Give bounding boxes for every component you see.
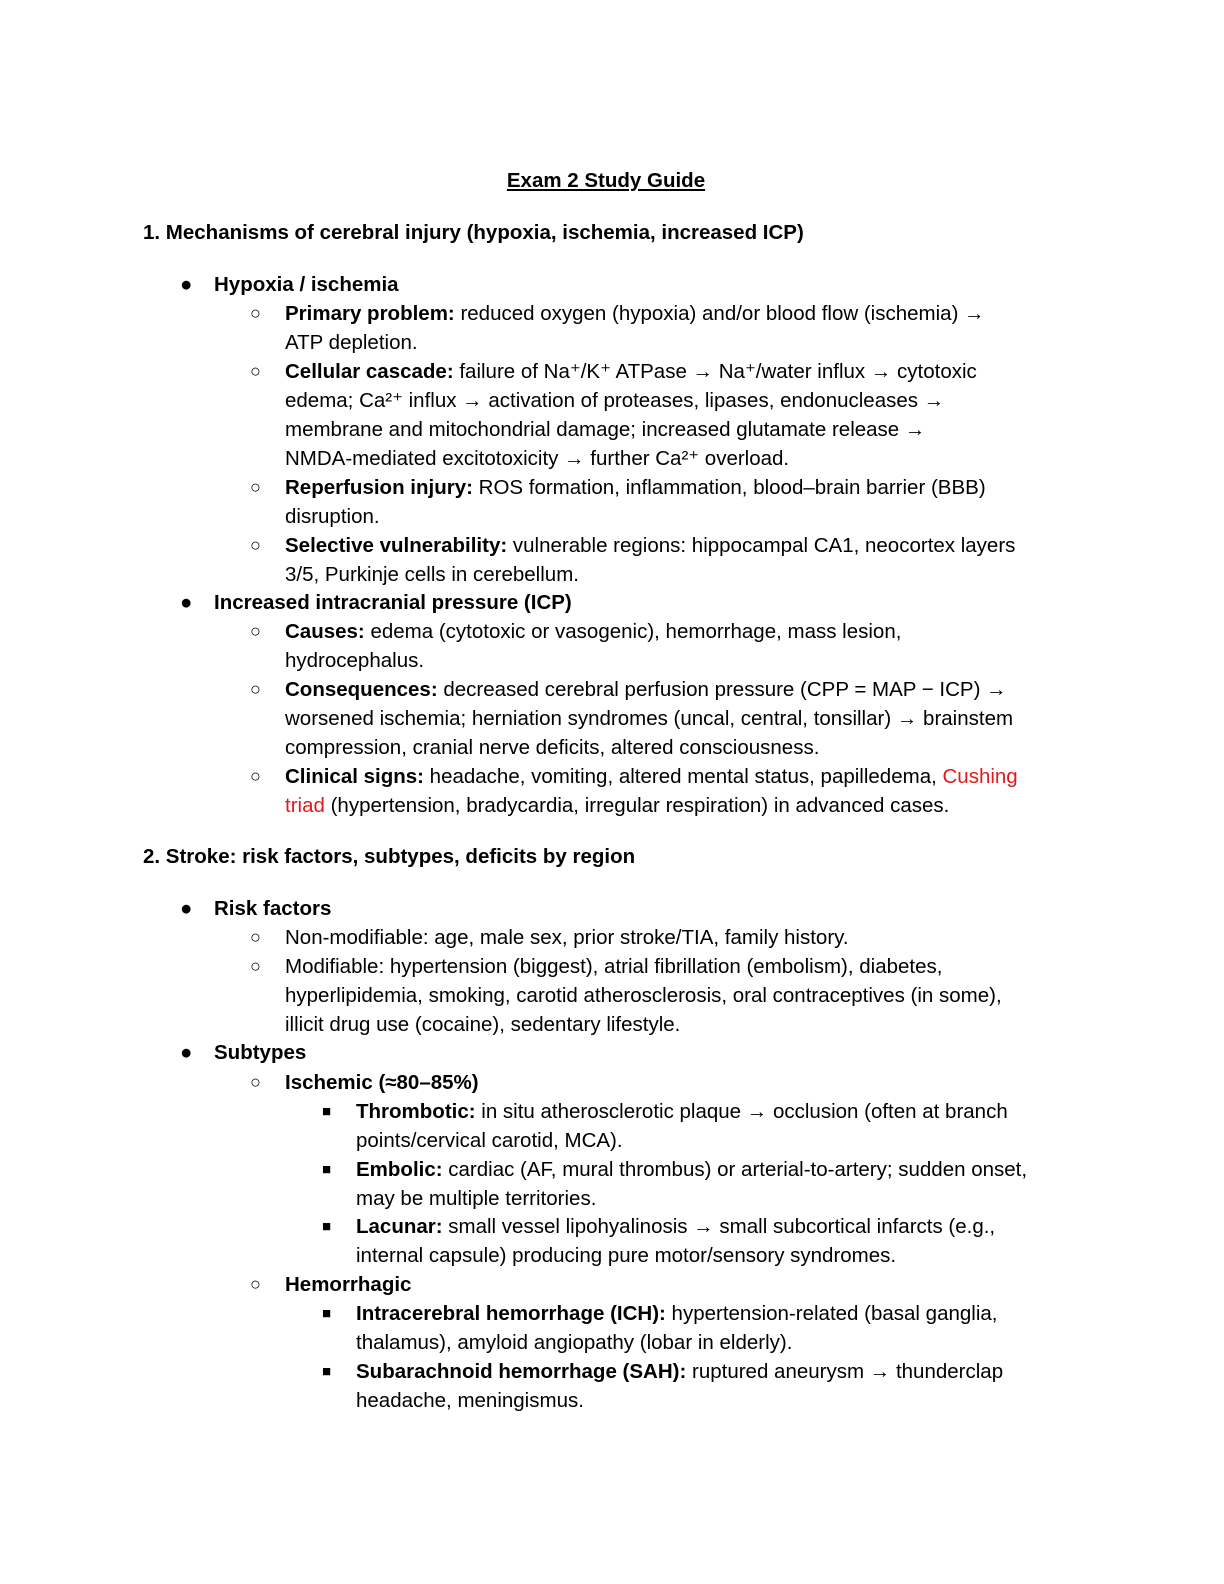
subgroup-label-ischemic: Ischemic (≈80–85%) — [285, 1071, 479, 1094]
bullet-circle-icon: ○ — [250, 535, 261, 555]
list-item: Clinical signs: headache, vomiting, altered mental status, papilledema, Cushing — [285, 765, 1018, 788]
bullet-circle-icon: ○ — [250, 477, 261, 497]
list-item: Primary problem: reduced oxygen (hypoxia) and/or blood flow (ischemia) → — [285, 302, 985, 325]
list-item-continuation: membrane and mitochondrial damage; increased glutamate release → — [285, 418, 926, 441]
list-item: Lacunar: small vessel lipohyalinosis → small subcortical infarcts (e.g., — [356, 1215, 996, 1238]
bullet-disc-icon: ● — [180, 1041, 193, 1064]
list-item: Embolic: cardiac (AF, mural thrombus) or arterial-to-artery; sudden onset, — [356, 1158, 1028, 1181]
highlighted-term: triad — [285, 794, 325, 817]
subgroup-label-hemorrhagic: Hemorrhagic — [285, 1273, 412, 1296]
bullet-square-icon: ■ — [322, 1103, 332, 1120]
bullet-circle-icon: ○ — [250, 956, 261, 976]
bullet-circle-icon: ○ — [250, 766, 261, 786]
list-item-continuation: worsened ischemia; herniation syndromes (uncal, central, tonsillar) → brainstem — [285, 707, 1014, 730]
group-label-subtypes: Subtypes — [214, 1041, 307, 1064]
bullet-disc-icon: ● — [180, 591, 193, 614]
list-item-continuation: thalamus), amyloid angiopathy (lobar in elderly). — [356, 1331, 793, 1354]
list-item-continuation: hydrocephalus. — [285, 649, 425, 672]
list-item: Thrombotic: in situ atherosclerotic plaque → occlusion (often at branch — [356, 1100, 1008, 1123]
list-item-continuation: hyperlipidemia, smoking, carotid atherosclerosis, oral contraceptives (in some), — [285, 984, 1002, 1007]
list-item: Non-modifiable: age, male sex, prior stroke/TIA, family history. — [285, 926, 849, 949]
bullet-square-icon: ■ — [322, 1363, 332, 1380]
bullet-circle-icon: ○ — [250, 679, 261, 699]
document-title: Exam 2 Study Guide — [506, 169, 706, 192]
bullet-circle-icon: ○ — [250, 1274, 261, 1294]
list-item: Intracerebral hemorrhage (ICH): hypertension-related (basal ganglia, — [356, 1302, 998, 1325]
list-item: Subarachnoid hemorrhage (SAH): ruptured aneurysm → thunderclap — [356, 1360, 1004, 1383]
group-label-risk-factors: Risk factors — [214, 897, 332, 920]
list-item-continuation: edema; Ca²⁺ influx → activation of proteases, lipases, endonucleases → — [285, 389, 945, 412]
list-item: Selective vulnerability: vulnerable regions: hippocampal CA1, neocortex layers — [285, 534, 1016, 557]
group-label-icp: Increased intracranial pressure (ICP) — [214, 591, 572, 614]
list-item-continuation: internal capsule) producing pure motor/sensory syndromes. — [356, 1244, 897, 1267]
list-item-continuation: headache, meningismus. — [356, 1389, 584, 1412]
bullet-square-icon: ■ — [322, 1218, 332, 1235]
bullet-circle-icon: ○ — [250, 927, 261, 947]
bullet-disc-icon: ● — [180, 897, 193, 920]
section-heading-stroke: 2. Stroke: risk factors, subtypes, deficits by region — [143, 845, 636, 868]
list-item-continuation: disruption. — [285, 505, 380, 528]
section-heading-mechanisms: 1. Mechanisms of cerebral injury (hypoxia, ischemia, increased ICP) — [143, 221, 804, 244]
list-item: Consequences: decreased cerebral perfusion pressure (CPP = MAP − ICP) → — [285, 678, 1007, 701]
bullet-circle-icon: ○ — [250, 621, 261, 641]
bullet-square-icon: ■ — [322, 1161, 332, 1178]
list-item-continuation: points/cervical carotid, MCA). — [356, 1129, 623, 1152]
list-item: Reperfusion injury: ROS formation, inflammation, blood–brain barrier (BBB) — [285, 476, 986, 499]
list-item: Cellular cascade: failure of Na⁺/K⁺ ATPase → Na⁺/water influx → cytotoxic — [285, 360, 977, 383]
bullet-disc-icon: ● — [180, 273, 193, 296]
bullet-circle-icon: ○ — [250, 1072, 261, 1092]
group-label-hypoxia: Hypoxia / ischemia — [214, 273, 399, 296]
list-item-continuation: triad (hypertension, bradycardia, irregular respiration) in advanced cases. — [285, 794, 950, 817]
bullet-square-icon: ■ — [322, 1305, 332, 1322]
list-item-continuation: ATP depletion. — [285, 331, 418, 354]
list-item-continuation: compression, cranial nerve deficits, altered consciousness. — [285, 736, 820, 759]
list-item-continuation: illicit drug use (cocaine), sedentary lifestyle. — [285, 1013, 681, 1036]
list-item-continuation: 3/5, Purkinje cells in cerebellum. — [285, 563, 579, 586]
list-item: Causes: edema (cytotoxic or vasogenic), hemorrhage, mass lesion, — [285, 620, 902, 643]
list-item: Modifiable: hypertension (biggest), atrial fibrillation (embolism), diabetes, — [285, 955, 943, 978]
list-item-continuation: may be multiple territories. — [356, 1187, 597, 1210]
highlighted-term: Cushing — [942, 765, 1018, 788]
list-item-continuation: NMDA-mediated excitotoxicity → further Ca²⁺ overload. — [285, 447, 790, 470]
bullet-circle-icon: ○ — [250, 303, 261, 323]
bullet-circle-icon: ○ — [250, 361, 261, 381]
